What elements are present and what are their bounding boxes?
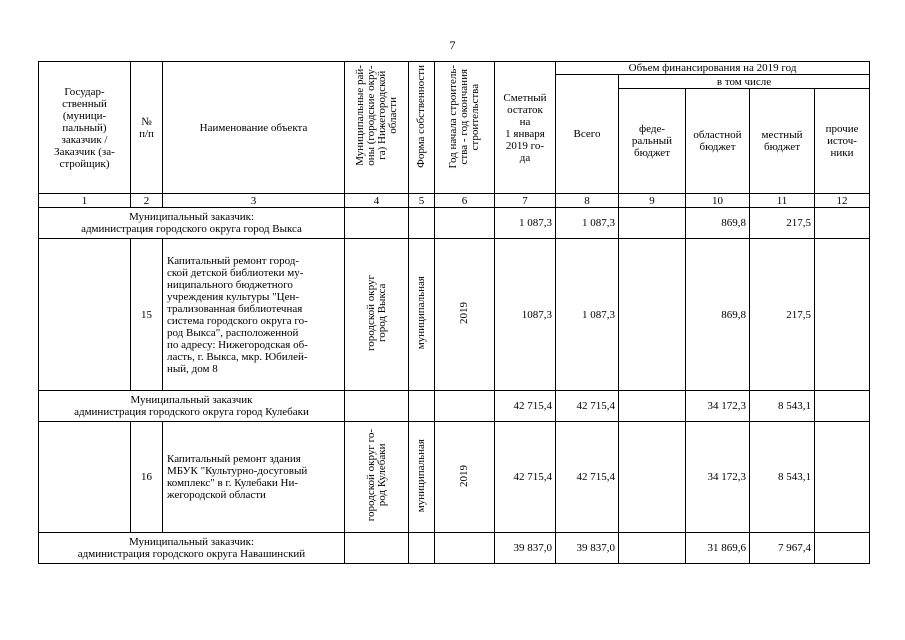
total-value: 1 087,3 bbox=[556, 208, 619, 239]
object-name: Капитальный ремонт город- ской детской библиотеки му- ниципального бюджетного учреждения культуры "Цен- трализованная библиотечная система городского округа го- род Выкса", расположенной по адресу: Нижегородская об- ласть, г. Выкса, мкр. Юбилей- ный, дом 8 bbox=[163, 239, 345, 391]
column-number: 3 bbox=[163, 194, 345, 208]
federal-value bbox=[619, 533, 686, 564]
header-estimate: Сметный остаток на 1 января 2019 го- да bbox=[495, 62, 556, 194]
empty-cell bbox=[435, 533, 495, 564]
column-number: 5 bbox=[409, 194, 435, 208]
empty-cell bbox=[39, 239, 131, 391]
column-numbers-row bbox=[39, 194, 870, 208]
empty-cell bbox=[345, 208, 409, 239]
object-ownership: муниципальная bbox=[409, 422, 435, 533]
customer-name: Муниципальный заказчик: администрация городского округа Навашинский bbox=[39, 533, 345, 564]
header-district: Муниципальные рай- оны (городские окру- га) Нижегородской области bbox=[345, 62, 409, 194]
local-value: 217,5 bbox=[750, 239, 815, 391]
column-number: 9 bbox=[619, 194, 686, 208]
object-row bbox=[39, 239, 870, 391]
object-district: городской округ го- род Кулебаки bbox=[345, 422, 409, 533]
federal-value bbox=[619, 208, 686, 239]
estimate-value: 1 087,3 bbox=[495, 208, 556, 239]
object-years: 2019 bbox=[435, 239, 495, 391]
estimate-value: 42 715,4 bbox=[495, 391, 556, 422]
other-value bbox=[815, 422, 870, 533]
empty-cell bbox=[435, 391, 495, 422]
column-number: 11 bbox=[750, 194, 815, 208]
total-value: 42 715,4 bbox=[556, 391, 619, 422]
total-value: 1 087,3 bbox=[556, 239, 619, 391]
header-local: местный бюджет bbox=[750, 89, 815, 194]
header-customer: Государ- ственный (муници- пальный) заказчик / Заказчик (за- стройщик) bbox=[39, 62, 131, 194]
column-number: 10 bbox=[686, 194, 750, 208]
header-ownership: Форма собственности bbox=[409, 62, 435, 194]
header-including: в том числе bbox=[619, 75, 870, 89]
object-district: городской округ город Выкса bbox=[345, 239, 409, 391]
object-number: 16 bbox=[131, 422, 163, 533]
header-years: Год начала строитель- ства - год окончания строительства bbox=[435, 62, 495, 194]
other-value bbox=[815, 391, 870, 422]
object-row bbox=[39, 422, 870, 533]
local-value: 7 967,4 bbox=[750, 533, 815, 564]
header-object-name: Наименование объекта bbox=[163, 62, 345, 194]
regional-value: 869,8 bbox=[686, 208, 750, 239]
object-name: Капитальный ремонт здания МБУК "Культурно-досуговый комплекс" в г. Кулебаки Ни- жегородской области bbox=[163, 422, 345, 533]
empty-cell bbox=[409, 533, 435, 564]
local-value: 217,5 bbox=[750, 208, 815, 239]
header-regional: областной бюджет bbox=[686, 89, 750, 194]
customer-row bbox=[39, 391, 870, 422]
total-value: 39 837,0 bbox=[556, 533, 619, 564]
header-row bbox=[39, 62, 870, 75]
other-value bbox=[815, 208, 870, 239]
customer-row bbox=[39, 208, 870, 239]
regional-value: 31 869,6 bbox=[686, 533, 750, 564]
header-num: № п/п bbox=[131, 62, 163, 194]
other-value bbox=[815, 239, 870, 391]
header-funding-title: Объем финансирования на 2019 год bbox=[556, 62, 870, 75]
customer-name: Муниципальный заказчик: администрация городского округа город Выкса bbox=[39, 208, 345, 239]
federal-value bbox=[619, 422, 686, 533]
column-number: 8 bbox=[556, 194, 619, 208]
column-number: 12 bbox=[815, 194, 870, 208]
local-value: 8 543,1 bbox=[750, 391, 815, 422]
federal-value bbox=[619, 391, 686, 422]
estimate-value: 1087,3 bbox=[495, 239, 556, 391]
empty-cell bbox=[39, 422, 131, 533]
header-total: Всего bbox=[556, 75, 619, 194]
object-number: 15 bbox=[131, 239, 163, 391]
other-value bbox=[815, 533, 870, 564]
header-federal: феде- ральный бюджет bbox=[619, 89, 686, 194]
regional-value: 34 172,3 bbox=[686, 391, 750, 422]
column-number: 2 bbox=[131, 194, 163, 208]
customer-row bbox=[39, 533, 870, 564]
empty-cell bbox=[409, 208, 435, 239]
funding-table bbox=[38, 61, 870, 564]
estimate-value: 39 837,0 bbox=[495, 533, 556, 564]
federal-value bbox=[619, 239, 686, 391]
column-number: 6 bbox=[435, 194, 495, 208]
header-other: прочие источ- ники bbox=[815, 89, 870, 194]
empty-cell bbox=[435, 208, 495, 239]
object-years: 2019 bbox=[435, 422, 495, 533]
page-number: 7 bbox=[449, 38, 456, 52]
customer-name: Муниципальный заказчик администрация городского округа город Кулебаки bbox=[39, 391, 345, 422]
object-ownership: муниципальная bbox=[409, 239, 435, 391]
regional-value: 34 172,3 bbox=[686, 422, 750, 533]
local-value: 8 543,1 bbox=[750, 422, 815, 533]
total-value: 42 715,4 bbox=[556, 422, 619, 533]
empty-cell bbox=[345, 391, 409, 422]
estimate-value: 42 715,4 bbox=[495, 422, 556, 533]
regional-value: 869,8 bbox=[686, 239, 750, 391]
column-number: 4 bbox=[345, 194, 409, 208]
column-number: 1 bbox=[39, 194, 131, 208]
column-number: 7 bbox=[495, 194, 556, 208]
empty-cell bbox=[409, 391, 435, 422]
empty-cell bbox=[345, 533, 409, 564]
